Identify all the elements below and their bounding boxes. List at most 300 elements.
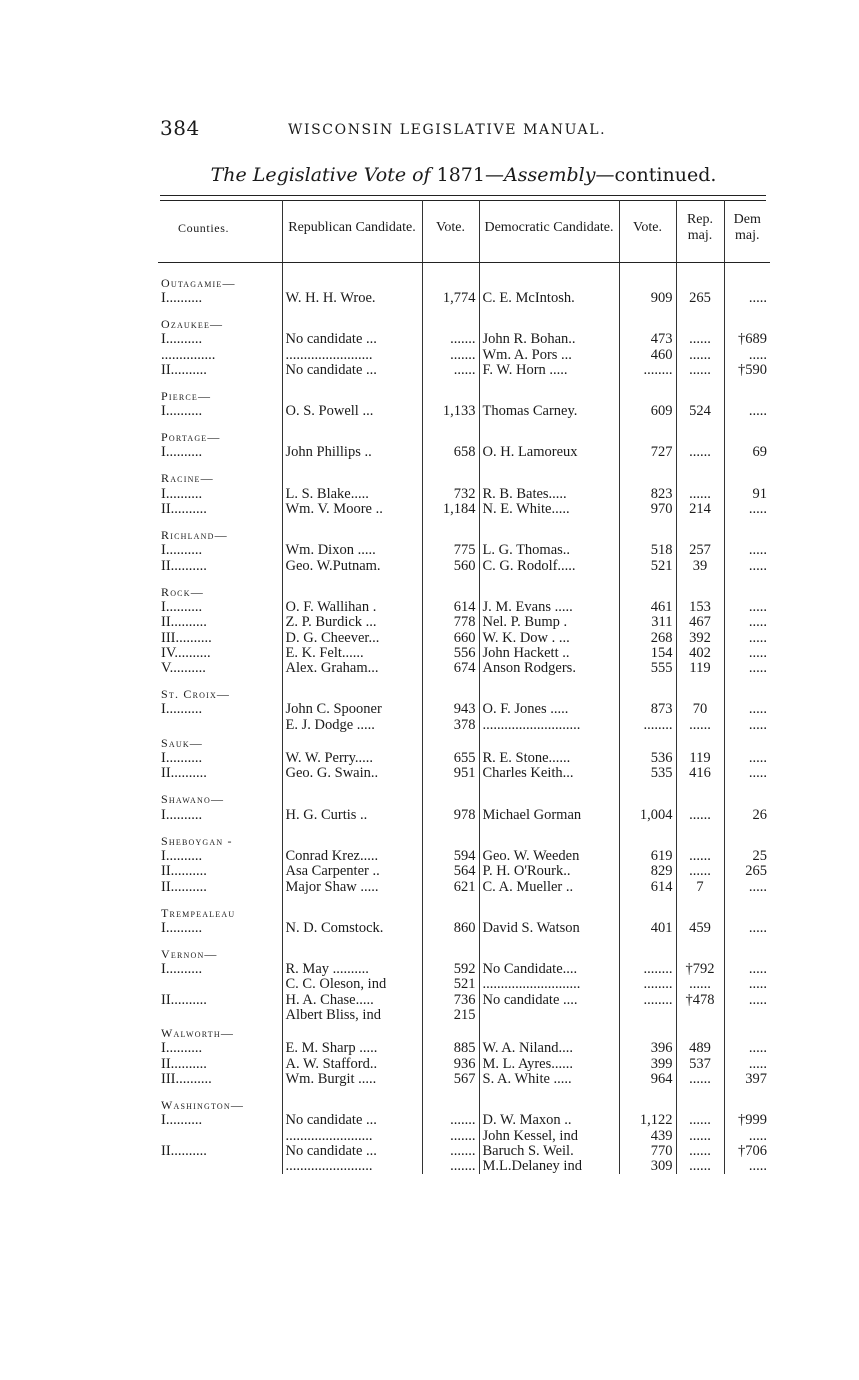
district-label: II.......... <box>161 558 207 574</box>
rep-majority: ...... <box>676 849 724 864</box>
table-row <box>158 993 770 1008</box>
empty-cell <box>422 790 479 808</box>
dem-majority: ..... <box>724 1129 770 1144</box>
col-header-counties: Counties. <box>158 200 282 263</box>
spacer-cell <box>724 461 770 469</box>
dem-candidate: John Kessel, ind <box>479 1129 619 1144</box>
rep-candidate: O. F. Wallihan . <box>282 600 422 615</box>
empty-cell <box>422 831 479 849</box>
county-heading-row <box>158 684 770 702</box>
empty-cell <box>724 525 770 543</box>
empty-cell <box>724 1023 770 1041</box>
county-name: Walworth— <box>161 1026 235 1041</box>
dem-majority: ..... <box>724 1159 770 1174</box>
rep-vote: ....... <box>422 1159 479 1174</box>
county-heading-row <box>158 903 770 921</box>
dem-majority: ..... <box>724 766 770 781</box>
empty-cell <box>422 525 479 543</box>
empty-cell <box>422 1023 479 1041</box>
empty-cell <box>676 831 724 849</box>
spacer-cell <box>619 517 676 525</box>
dem-vote: 268 <box>619 631 676 646</box>
district-label: I.......... <box>161 332 203 348</box>
spacer-cell <box>282 517 422 525</box>
table-row <box>158 1129 770 1144</box>
spacer-cell <box>479 263 619 274</box>
spacer-cell <box>724 676 770 684</box>
rep-candidate: Geo. W.Putnam. <box>282 559 422 574</box>
rep-majority: ...... <box>676 363 724 378</box>
county-heading-row <box>158 1023 770 1041</box>
rep-majority: ...... <box>676 332 724 347</box>
spacer-cell <box>619 378 676 386</box>
empty-cell <box>479 273 619 291</box>
spacer-cell <box>282 782 422 790</box>
dem-candidate: M. L. Ayres...... <box>479 1057 619 1072</box>
spacer-cell <box>422 461 479 469</box>
rep-candidate: Wm. V. Moore .. <box>282 502 422 517</box>
empty-cell <box>282 944 422 962</box>
dem-majority: ..... <box>724 880 770 895</box>
county-heading-row <box>158 831 770 849</box>
dem-vote: ........ <box>619 962 676 977</box>
dem-candidate: J. M. Evans ..... <box>479 600 619 615</box>
table-row <box>158 1008 770 1023</box>
spacer-cell <box>619 895 676 903</box>
dem-vote: 1,004 <box>619 808 676 823</box>
table-row <box>158 751 770 766</box>
spacer-cell <box>158 823 282 831</box>
spacer-cell <box>724 378 770 386</box>
spacer-cell <box>479 1087 619 1095</box>
spacer-row <box>158 676 770 684</box>
county-name: Washington— <box>161 1097 245 1112</box>
spacer-row <box>158 936 770 944</box>
rep-vote: 658 <box>422 445 479 460</box>
dem-vote: 1,122 <box>619 1113 676 1128</box>
table-row <box>158 543 770 558</box>
rep-majority: 392 <box>676 631 724 646</box>
spacer-row <box>158 574 770 582</box>
spacer-cell <box>619 936 676 944</box>
district-label: IV.......... <box>161 645 211 661</box>
spacer-cell <box>422 895 479 903</box>
empty-cell <box>422 684 479 702</box>
rep-vote: ....... <box>422 1129 479 1144</box>
county-name: Pierce— <box>161 388 212 403</box>
table-row <box>158 1159 770 1174</box>
spacer-cell <box>676 378 724 386</box>
spacer-row <box>158 895 770 903</box>
table-row <box>158 404 770 419</box>
dem-majority: ..... <box>724 631 770 646</box>
district-label <box>158 718 282 733</box>
district-label: I.......... <box>161 404 203 420</box>
table-row <box>158 808 770 823</box>
dem-vote: 964 <box>619 1072 676 1087</box>
empty-cell <box>619 314 676 332</box>
rep-majority: 39 <box>676 559 724 574</box>
dem-candidate: Thomas Carney. <box>479 404 619 419</box>
dem-majority <box>724 1008 770 1023</box>
spacer-cell <box>282 676 422 684</box>
dem-majority: ..... <box>724 1041 770 1056</box>
rep-vote: 674 <box>422 661 479 676</box>
empty-cell <box>724 273 770 291</box>
rep-majority: 153 <box>676 600 724 615</box>
rep-candidate: Major Shaw ..... <box>282 880 422 895</box>
rep-vote: 951 <box>422 766 479 781</box>
district-label: I.......... <box>161 445 203 461</box>
table-row <box>158 702 770 717</box>
spacer-cell <box>479 419 619 427</box>
dem-majority: †999 <box>724 1113 770 1128</box>
dem-vote: 829 <box>619 864 676 879</box>
table-row <box>158 487 770 502</box>
rep-candidate: No candidate ... <box>282 363 422 378</box>
spacer-cell <box>676 936 724 944</box>
district-label: II.......... <box>161 502 207 518</box>
title-year: 1871 <box>436 164 485 186</box>
empty-cell <box>422 903 479 921</box>
rep-majority: ...... <box>676 718 724 733</box>
rep-candidate: E. K. Felt...... <box>282 646 422 661</box>
table-row <box>158 631 770 646</box>
empty-cell <box>619 1023 676 1041</box>
empty-cell <box>282 1095 422 1113</box>
rep-vote: 560 <box>422 559 479 574</box>
empty-cell <box>479 469 619 487</box>
dem-vote: 461 <box>619 600 676 615</box>
dem-majority: ..... <box>724 348 770 363</box>
spacer-cell <box>422 378 479 386</box>
spacer-cell <box>724 517 770 525</box>
spacer-cell <box>282 823 422 831</box>
rep-majority: ...... <box>676 1072 724 1087</box>
empty-cell <box>479 1023 619 1041</box>
empty-cell <box>282 386 422 404</box>
spacer-row <box>158 461 770 469</box>
dem-vote: 909 <box>619 291 676 306</box>
spacer-cell <box>158 263 282 274</box>
table-row <box>158 864 770 879</box>
rep-vote: 614 <box>422 600 479 615</box>
dem-candidate: Wm. A. Pors ... <box>479 348 619 363</box>
empty-cell <box>619 944 676 962</box>
spacer-cell <box>619 263 676 274</box>
county-heading-row <box>158 944 770 962</box>
spacer-cell <box>158 419 282 427</box>
county-heading-row <box>158 733 770 751</box>
spacer-cell <box>158 1087 282 1095</box>
county-name: Trempealeau <box>161 905 236 920</box>
empty-cell <box>676 427 724 445</box>
vote-table-body <box>158 263 770 1175</box>
table-title <box>0 164 859 186</box>
rep-candidate: Geo. G. Swain.. <box>282 766 422 781</box>
dem-candidate: No Candidate.... <box>479 962 619 977</box>
spacer-cell <box>479 782 619 790</box>
spacer-cell <box>282 574 422 582</box>
dem-majority: ..... <box>724 661 770 676</box>
dem-vote: 536 <box>619 751 676 766</box>
empty-cell <box>422 314 479 332</box>
dem-vote: 823 <box>619 487 676 502</box>
rep-candidate: John Phillips .. <box>282 445 422 460</box>
table-row <box>158 1057 770 1072</box>
table-row <box>158 502 770 517</box>
rep-candidate: E. J. Dodge ..... <box>282 718 422 733</box>
empty-cell <box>282 273 422 291</box>
rep-candidate: ........................ <box>282 348 422 363</box>
spacer-cell <box>619 676 676 684</box>
title-tail: —continued. <box>595 164 717 186</box>
spacer-cell <box>158 936 282 944</box>
col-header-dem-maj: Dem maj. <box>724 200 770 263</box>
table-row <box>158 849 770 864</box>
spacer-cell <box>282 936 422 944</box>
dem-majority: ..... <box>724 543 770 558</box>
col-header-rep-maj: Rep. maj. <box>676 200 724 263</box>
district-label: I.......... <box>161 599 203 615</box>
district-label: III.......... <box>161 630 212 646</box>
district-label: I.......... <box>161 291 203 306</box>
rep-majority: 467 <box>676 615 724 630</box>
empty-cell <box>422 273 479 291</box>
dem-vote: 970 <box>619 502 676 517</box>
county-name: Racine— <box>161 471 214 486</box>
rep-majority: 416 <box>676 766 724 781</box>
rep-candidate: D. G. Cheever... <box>282 631 422 646</box>
spacer-cell <box>282 378 422 386</box>
county-name: St. Croix— <box>161 687 231 702</box>
spacer-cell <box>422 823 479 831</box>
empty-cell <box>422 427 479 445</box>
dem-candidate: Michael Gorman <box>479 808 619 823</box>
vote-table <box>158 200 770 1174</box>
dem-vote: ........ <box>619 363 676 378</box>
spacer-cell <box>479 895 619 903</box>
spacer-cell <box>158 517 282 525</box>
dem-vote: 460 <box>619 348 676 363</box>
spacer-cell <box>724 1087 770 1095</box>
spacer-cell <box>479 676 619 684</box>
rep-candidate: ........................ <box>282 1129 422 1144</box>
dem-majority: †590 <box>724 363 770 378</box>
rep-majority: 265 <box>676 291 724 306</box>
rep-candidate: Z. P. Burdick ... <box>282 615 422 630</box>
rep-vote: 778 <box>422 615 479 630</box>
dem-majority: ..... <box>724 921 770 936</box>
empty-cell <box>479 386 619 404</box>
spacer-cell <box>676 676 724 684</box>
spacer-cell <box>282 263 422 274</box>
dem-vote: ........ <box>619 993 676 1008</box>
rep-majority: 524 <box>676 404 724 419</box>
spacer-cell <box>422 306 479 314</box>
rep-majority <box>676 1008 724 1023</box>
county-heading-row <box>158 790 770 808</box>
rep-vote: 1,774 <box>422 291 479 306</box>
empty-cell <box>422 582 479 600</box>
rep-candidate: John C. Spooner <box>282 702 422 717</box>
empty-cell <box>479 903 619 921</box>
empty-cell <box>676 469 724 487</box>
empty-cell <box>282 314 422 332</box>
rep-candidate: N. D. Comstock. <box>282 921 422 936</box>
rep-vote: 378 <box>422 718 479 733</box>
spacer-row <box>158 419 770 427</box>
rep-majority: †478 <box>676 993 724 1008</box>
rep-candidate: Alex. Graham... <box>282 661 422 676</box>
empty-cell <box>479 525 619 543</box>
table-row <box>158 600 770 615</box>
empty-cell <box>619 582 676 600</box>
page-number: 384 <box>160 116 200 140</box>
spacer-cell <box>619 306 676 314</box>
empty-cell <box>479 831 619 849</box>
rep-candidate: ........................ <box>282 1159 422 1174</box>
rep-candidate: Wm. Dixon ..... <box>282 543 422 558</box>
rep-vote: 660 <box>422 631 479 646</box>
dem-vote: 396 <box>619 1041 676 1056</box>
rep-majority: †792 <box>676 962 724 977</box>
dem-majority: ..... <box>724 559 770 574</box>
spacer-cell <box>724 574 770 582</box>
dem-majority: ..... <box>724 404 770 419</box>
table-row <box>158 291 770 306</box>
empty-cell <box>619 469 676 487</box>
rep-candidate: No candidate ... <box>282 1113 422 1128</box>
table-row <box>158 348 770 363</box>
empty-cell <box>724 386 770 404</box>
dem-vote: 401 <box>619 921 676 936</box>
rep-vote: 556 <box>422 646 479 661</box>
rep-vote: ....... <box>422 348 479 363</box>
dem-majority: ..... <box>724 977 770 992</box>
empty-cell <box>724 469 770 487</box>
dem-majority: ..... <box>724 993 770 1008</box>
dem-vote: 521 <box>619 559 676 574</box>
title-italic-a: The Legislative Vote of <box>210 164 431 186</box>
empty-cell <box>422 469 479 487</box>
table-row <box>158 766 770 781</box>
dem-candidate: S. A. White ..... <box>479 1072 619 1087</box>
spacer-cell <box>724 782 770 790</box>
county-name: Rock— <box>161 584 204 599</box>
rep-candidate: E. M. Sharp ..... <box>282 1041 422 1056</box>
empty-cell <box>422 733 479 751</box>
rep-candidate: A. W. Stafford.. <box>282 1057 422 1072</box>
col-header-dem-vote: Vote. <box>619 200 676 263</box>
dem-majority: 265 <box>724 864 770 879</box>
empty-cell <box>619 790 676 808</box>
empty-cell <box>676 314 724 332</box>
spacer-cell <box>724 895 770 903</box>
spacer-cell <box>479 517 619 525</box>
spacer-row <box>158 1087 770 1095</box>
rep-vote: 564 <box>422 864 479 879</box>
dem-majority: 25 <box>724 849 770 864</box>
empty-cell <box>724 831 770 849</box>
rep-majority: ...... <box>676 864 724 879</box>
empty-cell <box>282 427 422 445</box>
spacer-cell <box>724 936 770 944</box>
spacer-row <box>158 782 770 790</box>
rep-majority: 119 <box>676 751 724 766</box>
rep-majority: 489 <box>676 1041 724 1056</box>
spacer-cell <box>619 823 676 831</box>
spacer-cell <box>479 823 619 831</box>
spacer-cell <box>724 419 770 427</box>
table-row <box>158 921 770 936</box>
dem-candidate: Geo. W. Weeden <box>479 849 619 864</box>
district-label: I.......... <box>161 848 203 864</box>
spacer-cell <box>619 782 676 790</box>
empty-cell <box>282 733 422 751</box>
empty-cell <box>619 386 676 404</box>
county-heading-row <box>158 469 770 487</box>
empty-cell <box>479 582 619 600</box>
dem-candidate: Nel. P. Bump . <box>479 615 619 630</box>
district-label: I.......... <box>161 1041 203 1057</box>
dem-candidate: R. B. Bates..... <box>479 487 619 502</box>
rep-majority: 119 <box>676 661 724 676</box>
spacer-cell <box>282 895 422 903</box>
spacer-cell <box>158 782 282 790</box>
empty-cell <box>282 525 422 543</box>
empty-cell <box>479 314 619 332</box>
empty-cell <box>724 427 770 445</box>
district-label: I.......... <box>161 920 203 936</box>
dem-vote: 399 <box>619 1057 676 1072</box>
rep-majority: ...... <box>676 1144 724 1159</box>
dem-candidate: W. K. Dow . ... <box>479 631 619 646</box>
empty-cell <box>724 903 770 921</box>
dem-candidate: R. E. Stone...... <box>479 751 619 766</box>
dem-vote: 154 <box>619 646 676 661</box>
table-row <box>158 615 770 630</box>
county-name: Richland— <box>161 528 228 543</box>
empty-cell <box>619 427 676 445</box>
spacer-cell <box>619 1087 676 1095</box>
rep-majority: ...... <box>676 348 724 363</box>
empty-cell <box>282 1023 422 1041</box>
dem-majority: ..... <box>724 962 770 977</box>
dem-candidate: O. F. Jones ..... <box>479 702 619 717</box>
dem-vote: 555 <box>619 661 676 676</box>
county-name: Outagamie— <box>161 275 236 290</box>
empty-cell <box>676 273 724 291</box>
dem-majority: ..... <box>724 291 770 306</box>
dem-majority: ..... <box>724 751 770 766</box>
dem-candidate: Anson Rodgers. <box>479 661 619 676</box>
empty-cell <box>282 790 422 808</box>
county-name: Vernon— <box>161 946 218 961</box>
district-label: I.......... <box>161 543 203 559</box>
dem-candidate: David S. Watson <box>479 921 619 936</box>
spacer-cell <box>676 419 724 427</box>
dem-candidate: John R. Bohan.. <box>479 332 619 347</box>
empty-cell <box>724 790 770 808</box>
spacer-cell <box>422 1087 479 1095</box>
dem-vote <box>619 1008 676 1023</box>
county-heading-row <box>158 386 770 404</box>
rep-vote: 521 <box>422 977 479 992</box>
table-row <box>158 962 770 977</box>
district-label: I.......... <box>161 702 203 718</box>
district-label: I.......... <box>161 1113 203 1129</box>
